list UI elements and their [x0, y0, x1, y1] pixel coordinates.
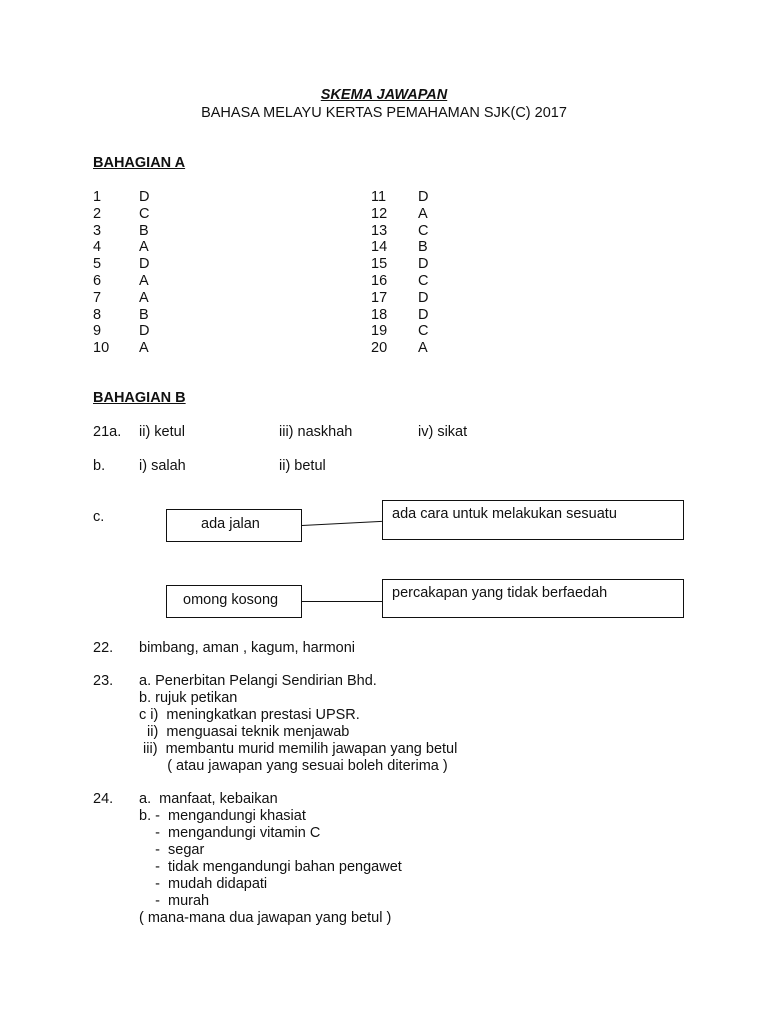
q21a-answer-iv: iv) sikat — [418, 424, 468, 440]
q21a-answer-ii: ii) ketul — [139, 424, 185, 440]
left-question-number: 8 — [93, 306, 102, 323]
q21a-label: 21a. — [93, 424, 122, 440]
left-answer-letter: B — [139, 222, 149, 239]
q23-answer-line: iii) membantu murid memilih jawapan yang betul — [139, 741, 458, 757]
connector-line-1 — [302, 521, 382, 526]
q24-answer-line: ( mana-mana dua jawapan yang betul ) — [139, 910, 392, 926]
left-answer-letter: A — [139, 239, 149, 256]
q23-answer-line: a. Penerbitan Pelangi Sendirian Bhd. — [139, 673, 377, 689]
right-answer-letter: C — [418, 273, 429, 289]
document-subtitle: BAHASA MELAYU KERTAS PEMAHAMAN SJK(C) 2017 — [201, 105, 567, 121]
right-question-number: 11 — [371, 189, 387, 205]
right-question-number: 18 — [371, 306, 388, 323]
right-answer-letter: D — [418, 256, 429, 273]
q24-answer-line: - mengandungi vitamin C — [139, 825, 321, 841]
left-question-number: 5 — [93, 256, 102, 273]
right-answer-letter: A — [418, 340, 428, 357]
q23-answer-line: c i) meningkatkan prestasi UPSR. — [139, 707, 360, 723]
q23-answer-line: ( atau jawapan yang sesuai boleh diterima ) — [139, 758, 448, 774]
right-question-number: 12 — [371, 205, 388, 222]
q23-label: 23. — [93, 673, 114, 689]
left-answer-letter: A — [139, 273, 149, 289]
document-title: SKEMA JAWAPAN — [320, 87, 448, 103]
section-b-heading: BAHAGIAN B — [93, 390, 186, 406]
left-question-number: 7 — [93, 289, 102, 306]
left-answer-letter: B — [139, 306, 149, 323]
left-question-number: 3 — [93, 222, 102, 239]
term-ada-jalan: ada jalan — [201, 516, 260, 532]
term-box-omong-kosong — [166, 585, 302, 618]
right-question-number: 13 — [371, 222, 388, 239]
left-answer-letter: A — [139, 289, 149, 306]
q21b-answer-ii: ii) betul — [279, 458, 326, 474]
q23-answer-line: b. rujuk petikan — [139, 690, 238, 706]
right-answer-letter: D — [418, 289, 429, 306]
q23-answer-line: ii) menguasai teknik menjawab — [139, 724, 350, 740]
q21b-label: b. — [93, 458, 106, 474]
right-question-number: 15 — [371, 256, 388, 273]
q24-answer-line: - mudah didapati — [139, 876, 268, 892]
q24-answer-line: - segar — [139, 842, 205, 858]
meaning-box-2 — [382, 579, 684, 618]
right-question-number: 19 — [371, 323, 388, 340]
q24-answer-line: b. - mengandungi khasiat — [139, 808, 306, 824]
left-answer-letter: D — [139, 256, 150, 273]
right-question-number: 16 — [371, 273, 388, 289]
left-question-number: 2 — [93, 205, 102, 222]
term-box-ada-jalan — [166, 509, 302, 542]
left-answer-letter: A — [139, 340, 149, 357]
right-question-number: 20 — [371, 340, 388, 357]
right-answer-letter: C — [418, 323, 429, 340]
left-answer-letter: D — [139, 323, 150, 340]
left-question-number: 1 — [93, 189, 102, 205]
meaning-box-1 — [382, 500, 684, 540]
q21b-answer-i: i) salah — [139, 458, 186, 474]
section-a-heading: BAHAGIAN A — [93, 155, 186, 171]
q22-label: 22. — [93, 640, 114, 656]
meaning-percakapan: percakapan yang tidak berfaedah — [392, 585, 608, 601]
left-question-number: 6 — [93, 273, 102, 289]
left-question-number: 4 — [93, 239, 102, 256]
right-question-number: 14 — [371, 239, 388, 256]
left-answer-letter: D — [139, 189, 150, 205]
right-answer-letter: A — [418, 205, 428, 222]
q21c-label: c. — [93, 509, 105, 525]
right-answer-letter: D — [418, 306, 429, 323]
q24-answer-line: a. manfaat, kebaikan — [139, 791, 278, 807]
connector-line-2 — [302, 601, 382, 602]
q22-answer: bimbang, aman , kagum, harmoni — [139, 640, 355, 656]
q24-label: 24. — [93, 791, 114, 807]
q24-answer-line: - tidak mengandungi bahan pengawet — [139, 859, 402, 875]
right-answer-letter: D — [418, 189, 429, 205]
term-omong-kosong: omong kosong — [183, 592, 279, 608]
q24-answer-line: - murah — [139, 893, 210, 909]
left-answer-letter: C — [139, 205, 150, 222]
right-answer-letter: B — [418, 239, 428, 256]
right-question-number: 17 — [371, 289, 388, 306]
right-answer-letter: C — [418, 222, 429, 239]
meaning-ada-cara: ada cara untuk melakukan sesuatu — [392, 506, 617, 522]
q21a-answer-iii: iii) naskhah — [279, 424, 353, 440]
left-question-number: 9 — [93, 323, 102, 340]
left-question-number: 10 — [93, 340, 110, 357]
